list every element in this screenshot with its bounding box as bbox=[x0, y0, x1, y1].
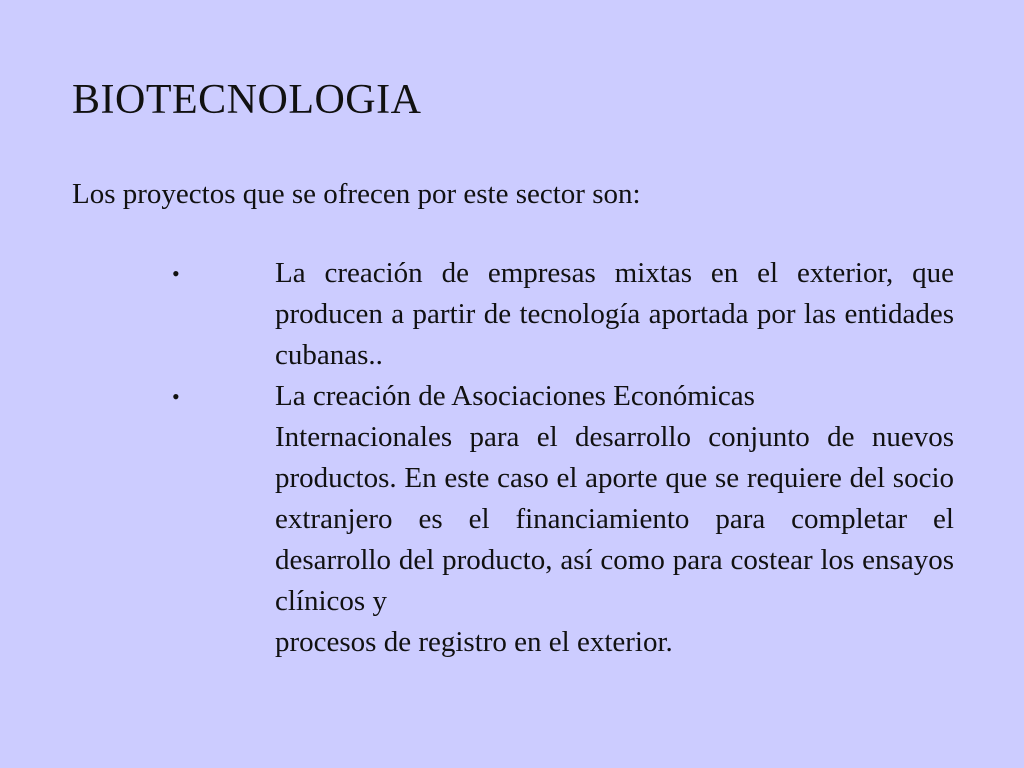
intro-text: Los proyectos que se ofrecen por este sector son: bbox=[72, 178, 641, 210]
bullet-text-body: Internacionales para el desarrollo conjunto de nuevos productos. En este caso el aporte que se requiere del socio extranjero es el financiamiento para completar el desarrollo del producto, así como para costear los ensayos clínicos y bbox=[275, 421, 954, 617]
bullet-text-last-line: procesos de registro en el exterior. bbox=[275, 626, 673, 658]
bullet-icon: • bbox=[172, 384, 180, 409]
slide-title: BIOTECNOLOGIA bbox=[72, 77, 422, 123]
bullet-item-1 bbox=[160, 253, 954, 376]
bullet-text-line-1: La creación de Asociaciones Económicas bbox=[275, 380, 755, 412]
bullet-list bbox=[160, 253, 954, 663]
bullet-text: La creación de empresas mixtas en el exterior, que producen a partir de tecnología aportada por las entidades cubanas.. bbox=[275, 257, 954, 371]
bullet-icon: • bbox=[172, 261, 180, 286]
bullet-item-2 bbox=[160, 376, 954, 663]
